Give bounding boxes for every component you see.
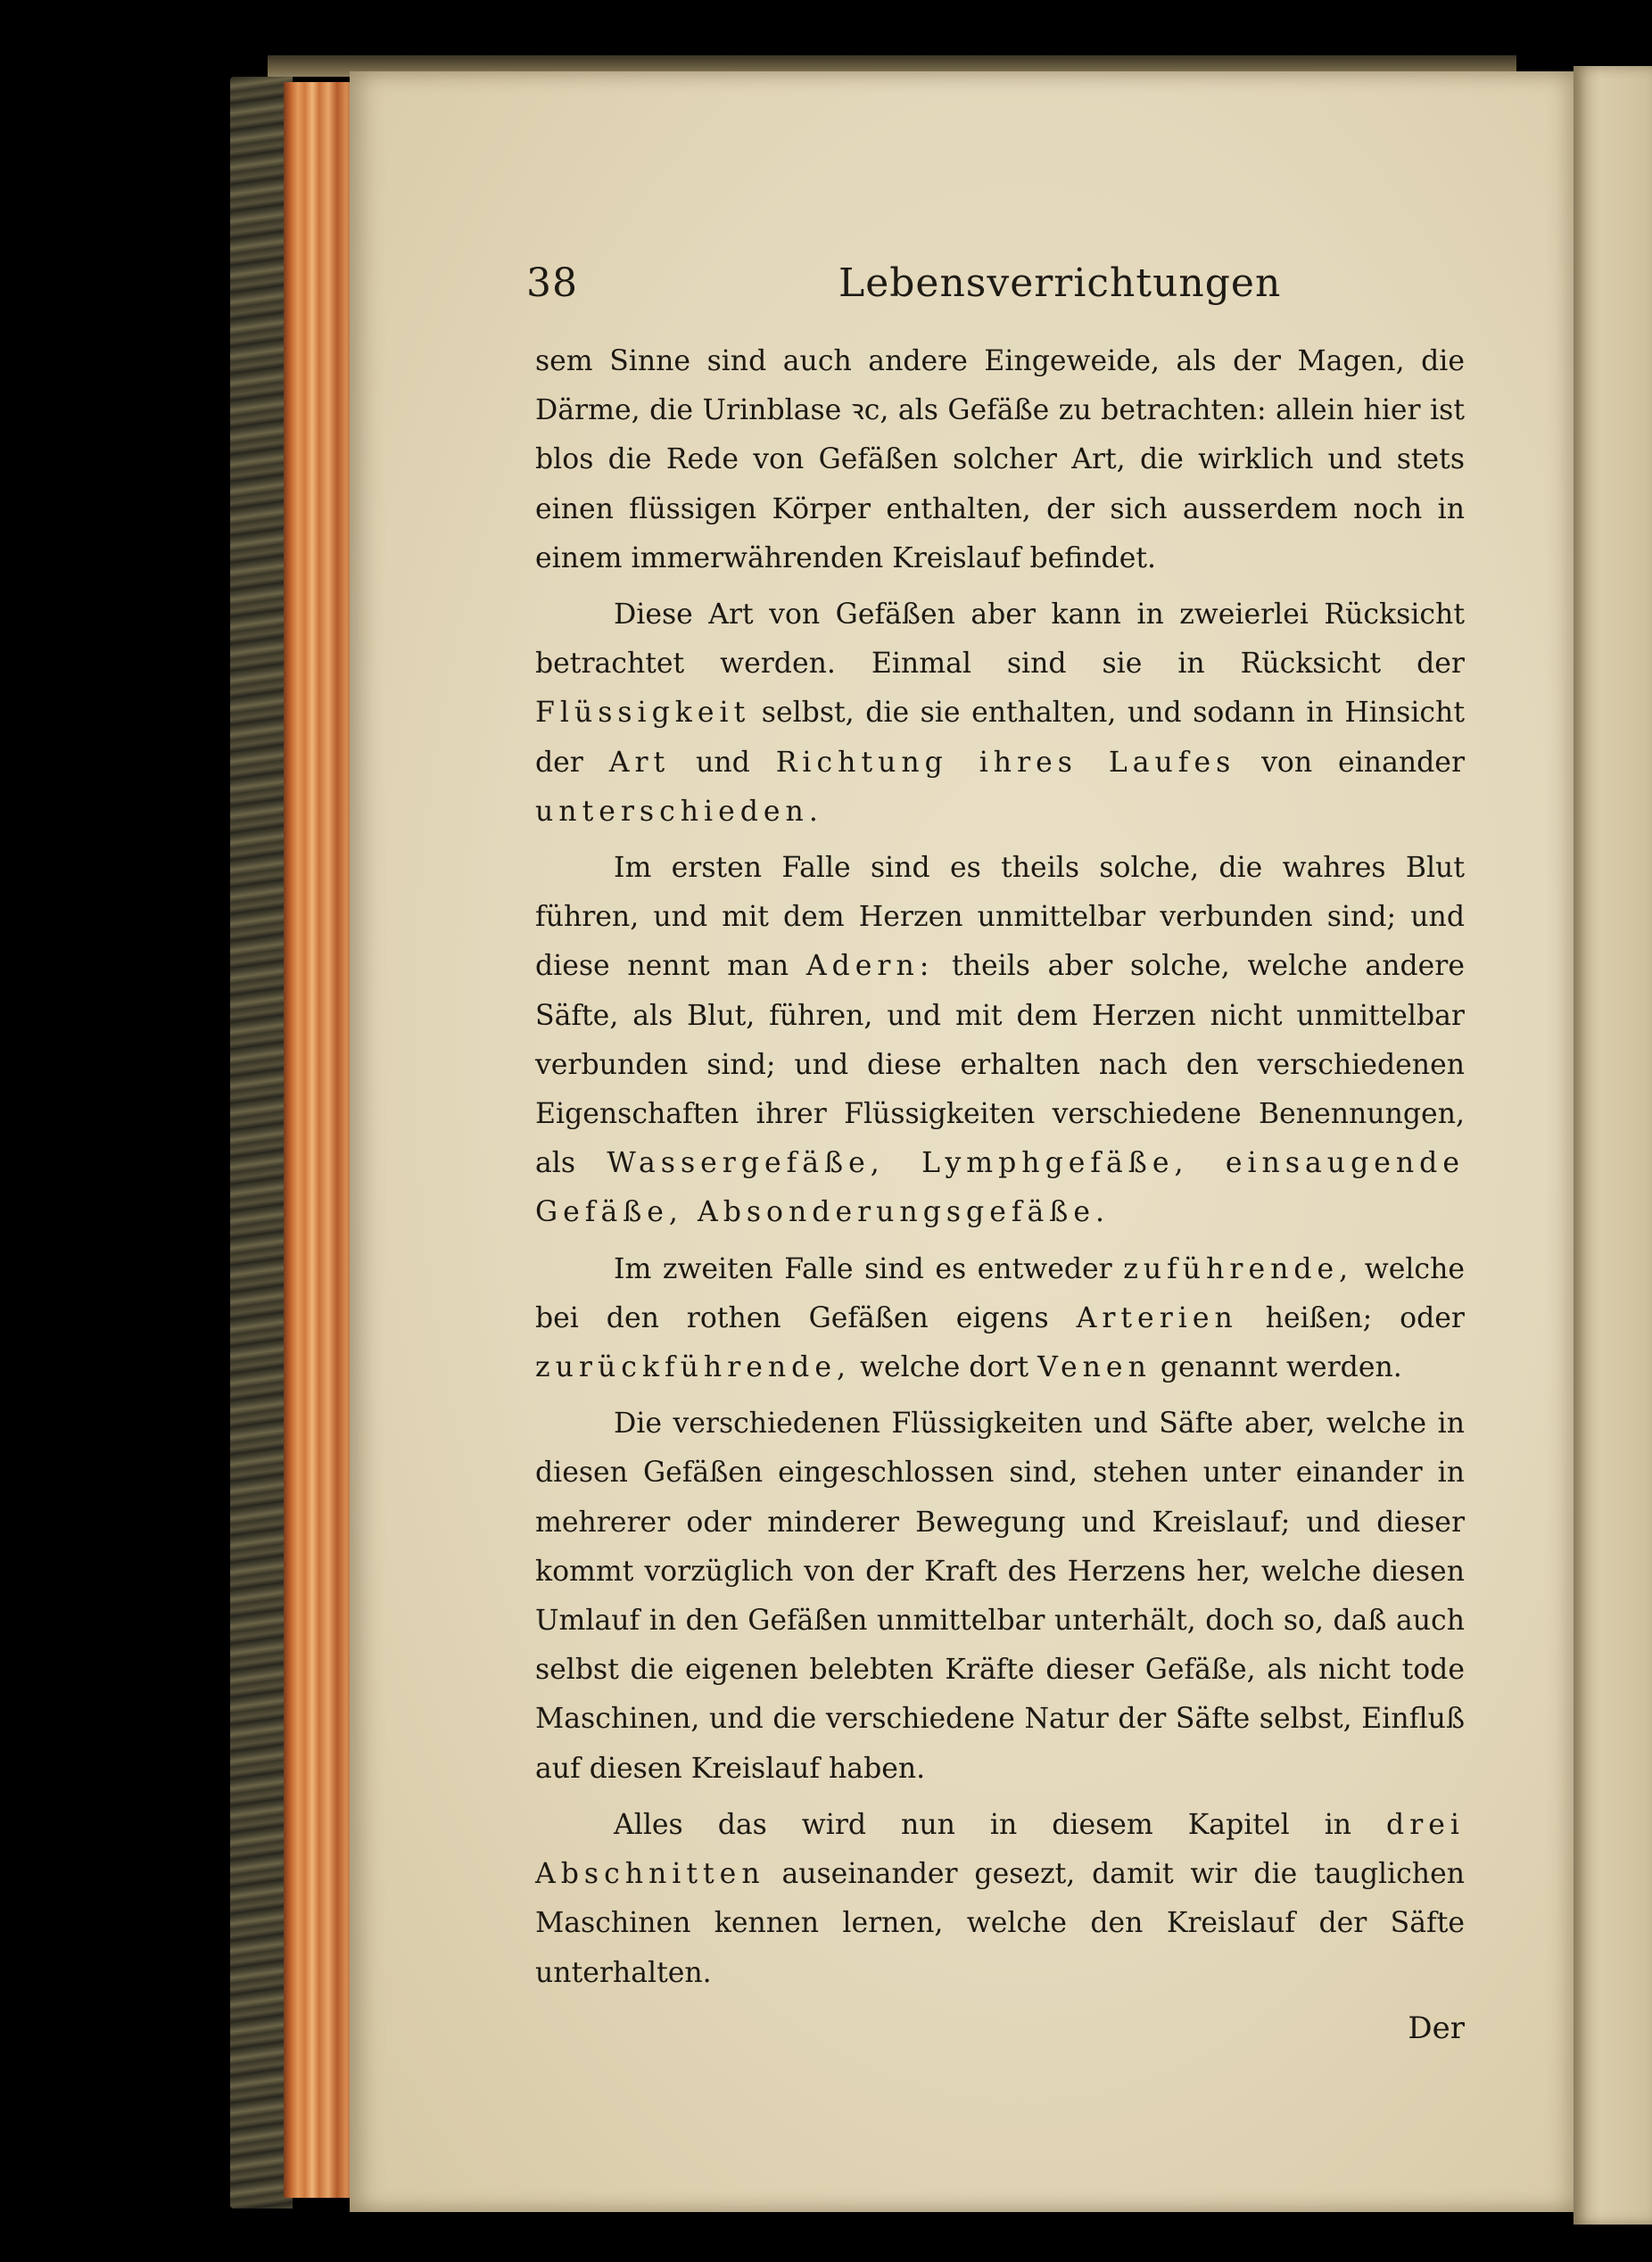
text-run: Im ersten Falle sind es theils solche, die wahres Blut führen, und mit dem Herzen unmittelbar verbunden sind; und diese nennt man: [535, 852, 1465, 983]
text-run: Im zweiten Falle sind es entweder: [614, 1252, 1124, 1285]
paragraph-1: sem Sinne sind auch andere Eingeweide, als der Magen, die Därme, die Urinblase ꝛc, als Gefäße zu betrachten: allein hier ist blos die Rede von Gefäßen solcher Art, die wirklich und stets einen flüssigen Körper enthalten, der sich ausserdem noch in einem immerwährenden Kreislauf befindet.: [535, 345, 1465, 574]
paragraph-6: [535, 1801, 1465, 1998]
text-run: heißen; oder: [1237, 1301, 1465, 1334]
catchword: Der: [1408, 2010, 1465, 2046]
paragraph-3: [535, 844, 1465, 1238]
facing-page: [1574, 66, 1652, 2225]
text-run: Alles das wird nun in diesem Kapitel in: [614, 1808, 1387, 1841]
emphasis: zurückführende,: [535, 1351, 851, 1384]
text-run: und: [670, 746, 776, 779]
paragraph-2: [535, 590, 1465, 837]
emphasis: Wassergefäße, Lymphgefäße, einsaugende Gefäße, Absonderungsgefäße.: [535, 1147, 1465, 1229]
emphasis: Flüssigkeit: [535, 697, 751, 730]
emphasis: unterschieden.: [535, 795, 823, 828]
text-run: genannt werden.: [1151, 1351, 1402, 1384]
running-head: [526, 260, 1507, 314]
text-run: theils aber solche, welche andere Säfte, als Blut, führen, und mit dem Herzen nicht unmittelbar verbunden sind; und diese erhalten nach den verschiedenen Eigenschaften ihrer Flüssigkeiten verschiedene Benennungen, als: [535, 950, 1465, 1180]
text-run: von einander: [1235, 746, 1465, 779]
emphasis: zuführende,: [1123, 1252, 1354, 1285]
text-run: welche dort: [851, 1351, 1038, 1384]
text-run: Diese Art von Gefäßen aber kann in zweierlei Rücksicht betrachtet werden. Einmal sind sie in Rücksicht der: [535, 599, 1465, 681]
emphasis: drei Abschnitten: [535, 1808, 1465, 1891]
page-edges: [284, 82, 353, 2198]
paragraph-4: [535, 1245, 1465, 1393]
text-run: auseinander gesezt, damit wir die tauglichen Maschinen kennen lernen, welche den Kreislauf der Säfte unterhalten.: [535, 1858, 1465, 1989]
page-title: Lebensverrichtungen: [838, 260, 1282, 306]
emphasis: Adern:: [805, 950, 935, 983]
emphasis: Art: [608, 746, 671, 779]
emphasis: Arterien: [1076, 1301, 1238, 1334]
text-run: selbst, die sie enthalten, und sodann in Hinsicht der: [535, 697, 1465, 779]
emphasis: Richtung ihres Laufes: [775, 746, 1236, 779]
page-number: 38: [526, 260, 578, 306]
catchword-area: [535, 2010, 1465, 2064]
body-text: [535, 337, 1465, 2005]
paragraph-5: Die verschiedenen Flüssigkeiten und Säfte aber, welche in diesen Gefäßen eingeschlossen sind, stehen unter einander in mehrerer oder minderer Bewegung und Kreislauf; und dieser kommt vorzüglich von der Kraft des Herzens her, welche diesen Umlauf in den Gefäßen unmittelbar unterhält, doch so, daß auch selbst die eigenen belebten Kräfte dieser Gefäße, als nicht tode Maschinen, und die verschiedene Natur der Säfte selbst, Einfluß auf diesen Kreislauf haben.: [535, 1408, 1465, 1785]
emphasis: Venen: [1037, 1351, 1152, 1384]
text-run: welche bei den rothen Gefäßen eigens: [535, 1252, 1465, 1334]
